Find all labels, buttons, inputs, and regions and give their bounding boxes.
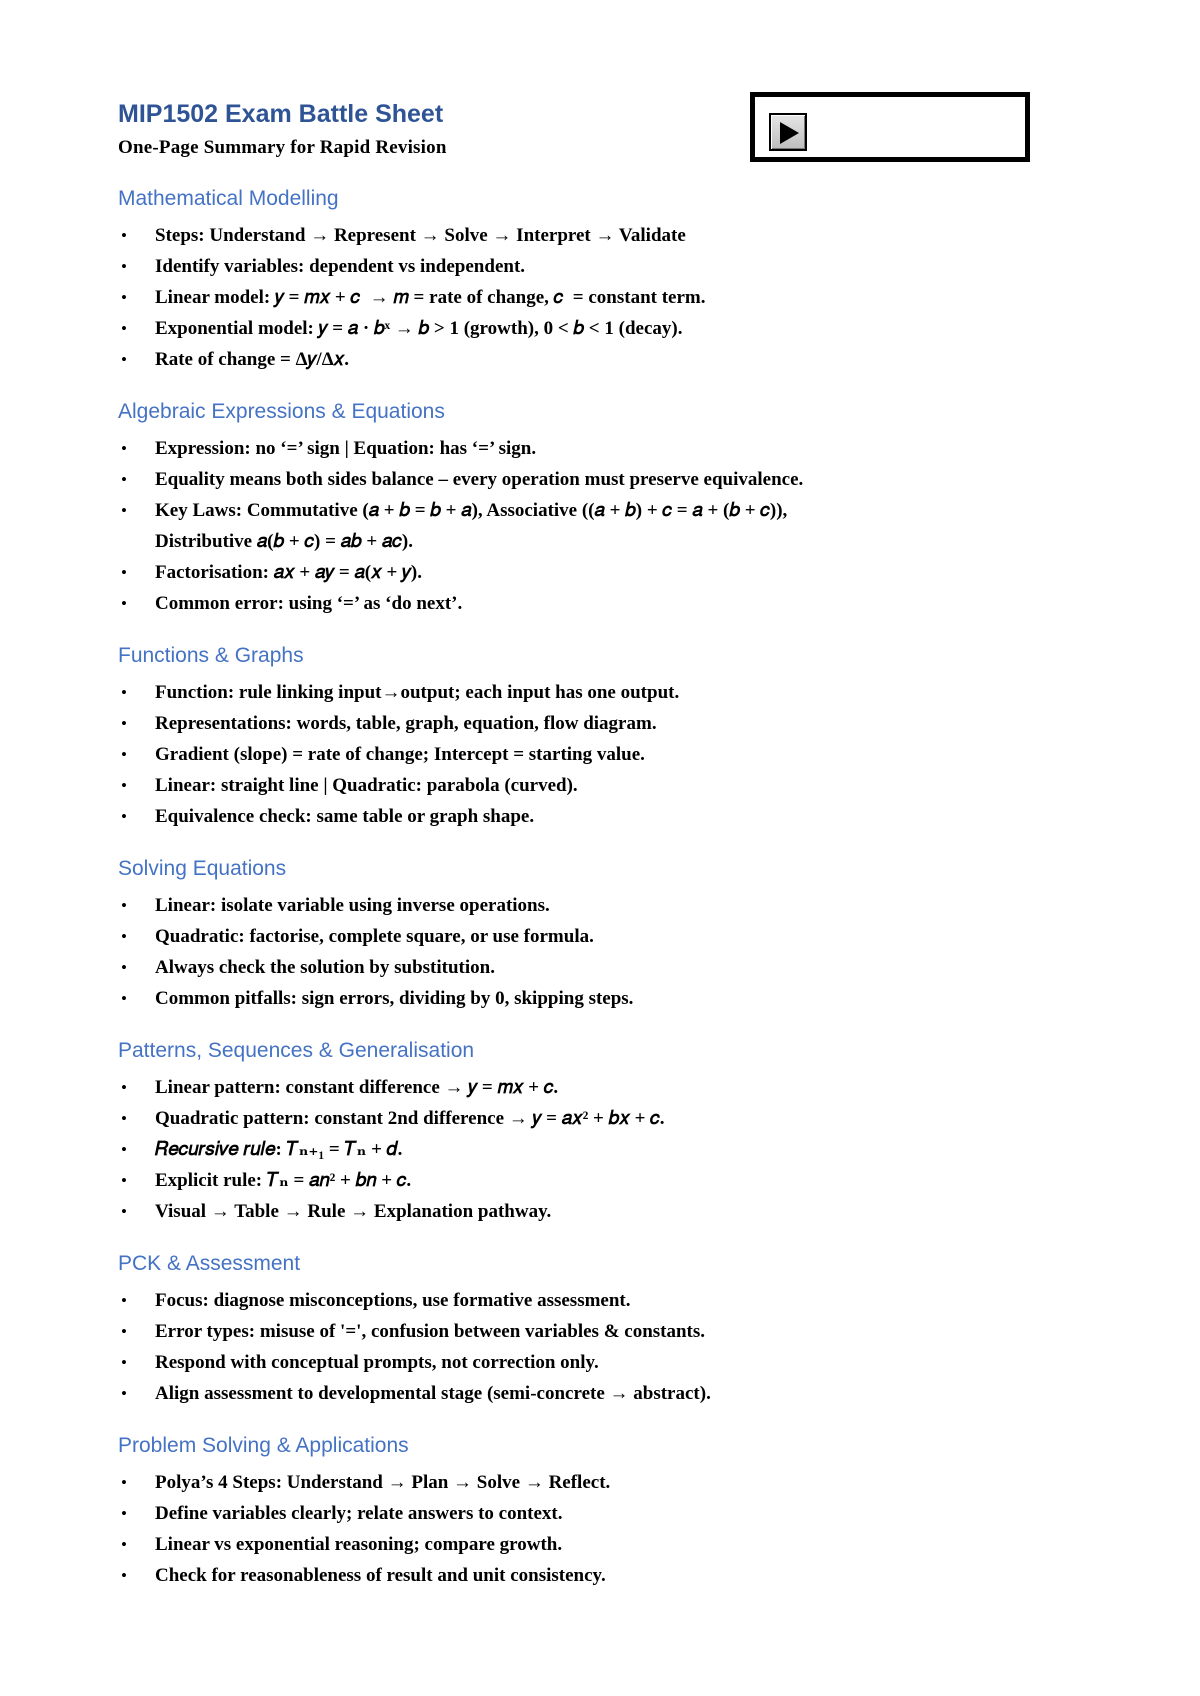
bullet-icon: • [121,745,127,764]
bullet-list [118,677,1058,832]
bullet-icon: • [121,714,127,733]
bullet-list [118,433,1058,619]
list-item-text: Linear model: 𝑦 = 𝑚𝑥 + 𝑐 → 𝑚 = rate of change, 𝑐 = constant term. [155,287,706,308]
list-item [118,495,1058,557]
section-heading: Algebraic Expressions & Equations [118,400,445,423]
play-icon [777,120,801,146]
bullet-icon: • [121,1384,127,1403]
section-heading: Functions & Graphs [118,644,304,667]
list-item-text: Expression: no ‘=’ sign | Equation: has ‘=’ sign. [155,438,537,459]
summary-content [118,186,1058,1615]
bullet-list [118,890,1058,1014]
list-item [118,1072,1058,1103]
bullet-icon: • [121,776,127,795]
bullet-icon: • [121,989,127,1008]
list-item [118,921,1058,952]
list-item-text: Always check the solution by substitution. [155,957,495,978]
list-item-text: Linear: straight line | Quadratic: parabola (curved). [155,775,578,796]
list-item-text: Explicit rule: 𝑇ₙ = 𝑎𝑛² + 𝑏𝑛 + 𝑐. [155,1170,412,1191]
bullet-list [118,1467,1058,1591]
list-item [118,433,1058,464]
list-item-text: Align assessment to developmental stage (semi-concrete → abstract). [155,1383,711,1404]
section [118,1433,1058,1591]
bullet-list [118,220,1058,375]
list-item-text: Check for reasonableness of result and unit consistency. [155,1565,606,1586]
list-item [118,220,1058,251]
list-item-text: Representations: words, table, graph, equation, flow diagram. [155,713,657,734]
list-item-text: Rate of change = Δ𝑦/Δ𝑥. [155,349,349,370]
list-item-text: Steps: Understand → Represent → Solve → Interpret → Validate [155,225,686,246]
section-heading: Problem Solving & Applications [118,1434,409,1457]
bullet-icon: • [121,288,127,307]
list-item-text: Equality means both sides balance – every operation must preserve equivalence. [155,469,804,490]
bullet-icon: • [121,439,127,458]
list-item-text: Linear vs exponential reasoning; compare growth. [155,1534,563,1555]
list-item-text: Factorisation: 𝑎𝑥 + 𝑎𝑦 = 𝑎(𝑥 + 𝑦). [155,562,422,583]
section-heading: PCK & Assessment [118,1252,301,1275]
list-item [118,1498,1058,1529]
bullet-icon: • [121,1322,127,1341]
section [118,1251,1058,1409]
section-heading: Mathematical Modelling [118,187,339,210]
bullet-icon: • [121,683,127,702]
list-item-text: Linear: isolate variable using inverse operations. [155,895,550,916]
list-item [118,677,1058,708]
list-item [118,282,1058,313]
list-item-text: Polya’s 4 Steps: Understand → Plan → Solve → Reflect. [155,1472,611,1493]
bullet-icon: • [121,807,127,826]
bullet-icon: • [121,594,127,613]
section-heading: Solving Equations [118,857,287,880]
bullet-icon: • [121,226,127,245]
list-item-text: Gradient (slope) = rate of change; Intercept = starting value. [155,744,645,765]
list-item [118,708,1058,739]
list-item-text: Key Laws: Commutative (𝑎 + 𝑏 = 𝑏 + 𝑎), Associative ((𝑎 + 𝑏) + 𝑐 = 𝑎 + (𝑏 + 𝑐)), Distributive 𝑎(𝑏 + 𝑐) = 𝑎𝑏 + 𝑎𝑐). [155,500,788,552]
list-item-text: Function: rule linking input→output; each input has one output. [155,682,680,703]
bullet-icon: • [121,1353,127,1372]
list-item-text: Common pitfalls: sign errors, dividing by 0, skipping steps. [155,988,634,1009]
list-item [118,1378,1058,1409]
section [118,856,1058,1014]
list-item-text: Quadratic: factorise, complete square, or use formula. [155,926,594,947]
bullet-icon: • [121,1473,127,1492]
bullet-icon: • [121,319,127,338]
page-title: MIP1502 Exam Battle Sheet [118,100,444,128]
bullet-icon: • [121,896,127,915]
bullet-icon: • [121,927,127,946]
list-item [118,1560,1058,1591]
list-item-text: Visual → Table → Rule → Explanation pathway. [155,1201,552,1222]
bullet-icon: • [121,1078,127,1097]
bullet-list [118,1285,1058,1409]
list-item [118,1134,1058,1165]
section [118,399,1058,619]
list-item [118,464,1058,495]
embedded-media-frame[interactable] [750,92,1030,162]
bullet-icon: • [121,470,127,489]
list-item [118,557,1058,588]
list-item [118,588,1058,619]
list-item [118,739,1058,770]
page-subtitle: One-Page Summary for Rapid Revision [118,137,447,158]
list-item [118,313,1058,344]
bullet-icon: • [121,1291,127,1310]
bullet-icon: • [121,563,127,582]
section [118,1038,1058,1227]
bullet-icon: • [121,1171,127,1190]
section [118,643,1058,832]
list-item [118,801,1058,832]
list-item [118,890,1058,921]
bullet-icon: • [121,257,127,276]
bullet-icon: • [121,1535,127,1554]
section [118,186,1058,375]
list-item [118,1529,1058,1560]
list-item [118,1285,1058,1316]
list-item [118,770,1058,801]
list-item-text: Exponential model: 𝑦 = 𝑎 · 𝑏ˣ → 𝑏 > 1 (growth), 0 < 𝑏 < 1 (decay). [155,318,683,339]
list-item [118,1165,1058,1196]
list-item [118,952,1058,983]
bullet-icon: • [121,350,127,369]
bullet-icon: • [121,1504,127,1523]
list-item [118,983,1058,1014]
list-item-text: 𝑅𝑒𝑐𝑢𝑟𝑠𝑖𝑣𝑒 𝑟𝑢𝑙𝑒: 𝑇ₙ₊₁ = 𝑇ₙ + 𝑑. [155,1139,403,1160]
list-item [118,1103,1058,1134]
list-item-text: Identify variables: dependent vs independent. [155,256,526,277]
list-item-text: Common error: using ‘=’ as ‘do next’. [155,593,463,614]
list-item-text: Linear pattern: constant difference → 𝑦 = 𝑚𝑥 + 𝑐. [155,1077,559,1098]
list-item-text: Equivalence check: same table or graph shape. [155,806,535,827]
section-heading: Patterns, Sequences & Generalisation [118,1039,475,1062]
list-item [118,344,1058,375]
list-item [118,251,1058,282]
list-item [118,1467,1058,1498]
list-item [118,1347,1058,1378]
list-item-text: Define variables clearly; relate answers to context. [155,1503,563,1524]
bullet-icon: • [121,1566,127,1585]
bullet-icon: • [121,1202,127,1221]
bullet-icon: • [121,501,127,520]
bullet-icon: • [121,1140,127,1159]
list-item [118,1316,1058,1347]
bullet-list [118,1072,1058,1227]
list-item-text: Error types: misuse of '=', confusion between variables & constants. [155,1321,706,1342]
list-item [118,1196,1058,1227]
list-item-text: Focus: diagnose misconceptions, use formative assessment. [155,1290,631,1311]
play-button[interactable] [769,113,807,151]
bullet-icon: • [121,1109,127,1128]
list-item-text: Quadratic pattern: constant 2nd difference → 𝑦 = 𝑎𝑥² + 𝑏𝑥 + 𝑐. [155,1108,665,1129]
list-item-text: Respond with conceptual prompts, not correction only. [155,1352,599,1373]
bullet-icon: • [121,958,127,977]
